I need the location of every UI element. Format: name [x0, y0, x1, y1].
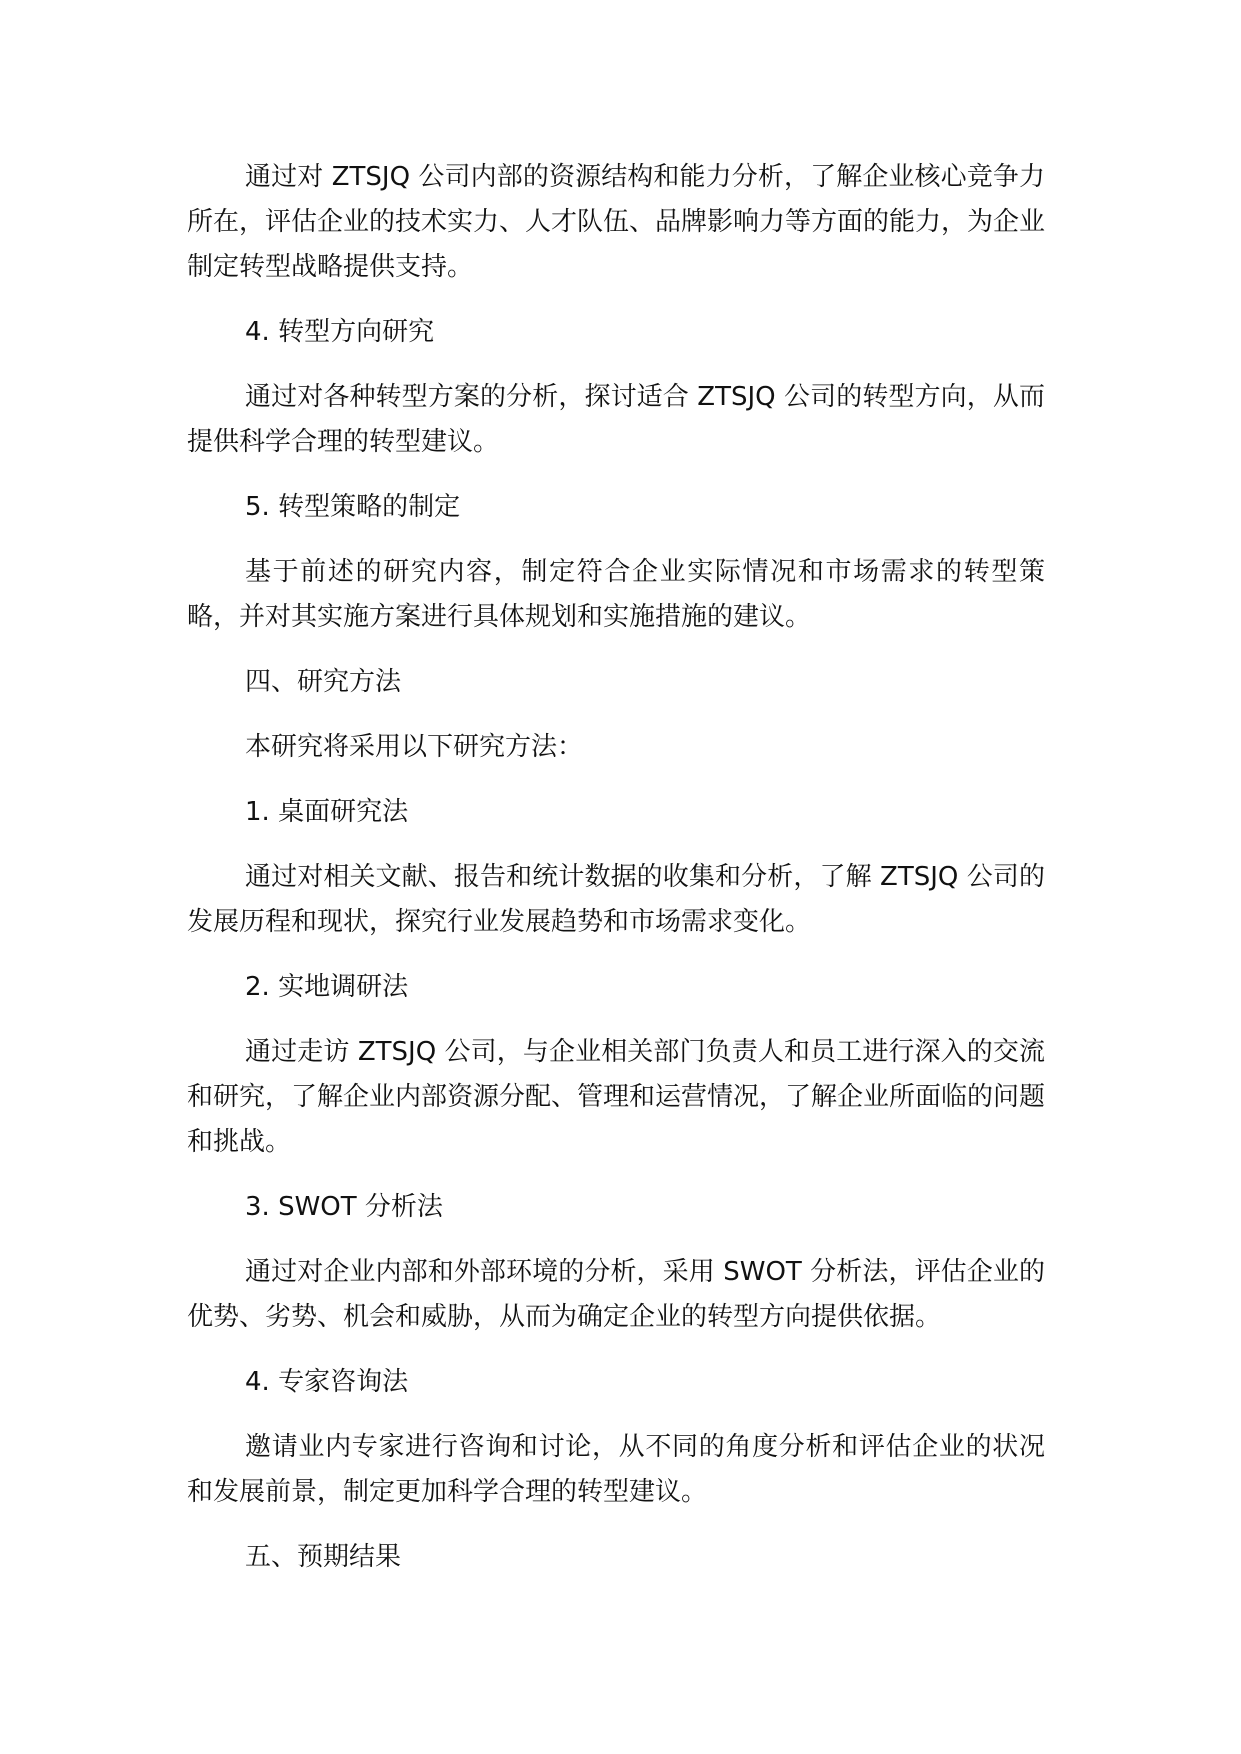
paragraph-expert-consultation: 邀请业内专家进行咨询和讨论，从不同的角度分析和评估企业的状况和发展前景，制定更加科学合理的转型建议。 [187, 1432, 1045, 1507]
heading-desk-research: 1. 桌面研究法 [245, 797, 409, 827]
heading-expected-results: 五、预期结果 [245, 1542, 402, 1572]
heading-research-methods: 四、研究方法 [245, 667, 402, 697]
heading-swot-analysis: 3. SWOT 分析法 [245, 1192, 443, 1222]
document-body [187, 155, 1045, 1600]
paragraph-swot-analysis: 通过对企业内部和外部环境的分析，采用 SWOT 分析法，评估企业的优势、劣势、机会和威胁，从而为确定企业的转型方向提供依据。 [187, 1257, 1045, 1332]
paragraph-field-research: 通过走访 ZTSJQ 公司，与企业相关部门负责人和员工进行深入的交流和研究，了解企业内部资源分配、管理和运营情况，了解企业所面临的问题和挑战。 [187, 1037, 1046, 1157]
paragraph-resource-analysis: 通过对 ZTSJQ 公司内部的资源结构和能力分析，了解企业核心竞争力所在，评估企业的技术实力、人才队伍、品牌影响力等方面的能力，为企业制定转型战略提供支持。 [187, 162, 1046, 282]
paragraph-methods-intro: 本研究将采用以下研究方法： [245, 732, 584, 762]
heading-transformation-direction: 4. 转型方向研究 [245, 317, 435, 347]
paragraph-transformation-direction: 通过对各种转型方案的分析，探讨适合 ZTSJQ 公司的转型方向，从而提供科学合理的转型建议。 [187, 382, 1045, 457]
paragraph-desk-research: 通过对相关文献、报告和统计数据的收集和分析，了解 ZTSJQ 公司的发展历程和现状，探究行业发展趋势和市场需求变化。 [187, 862, 1045, 937]
heading-transformation-strategy: 5. 转型策略的制定 [245, 492, 461, 522]
heading-field-research: 2. 实地调研法 [245, 972, 409, 1002]
heading-expert-consultation: 4. 专家咨询法 [245, 1367, 409, 1397]
paragraph-transformation-strategy: 基于前述的研究内容，制定符合企业实际情况和市场需求的转型策略，并对其实施方案进行具体规划和实施措施的建议。 [187, 557, 1045, 632]
